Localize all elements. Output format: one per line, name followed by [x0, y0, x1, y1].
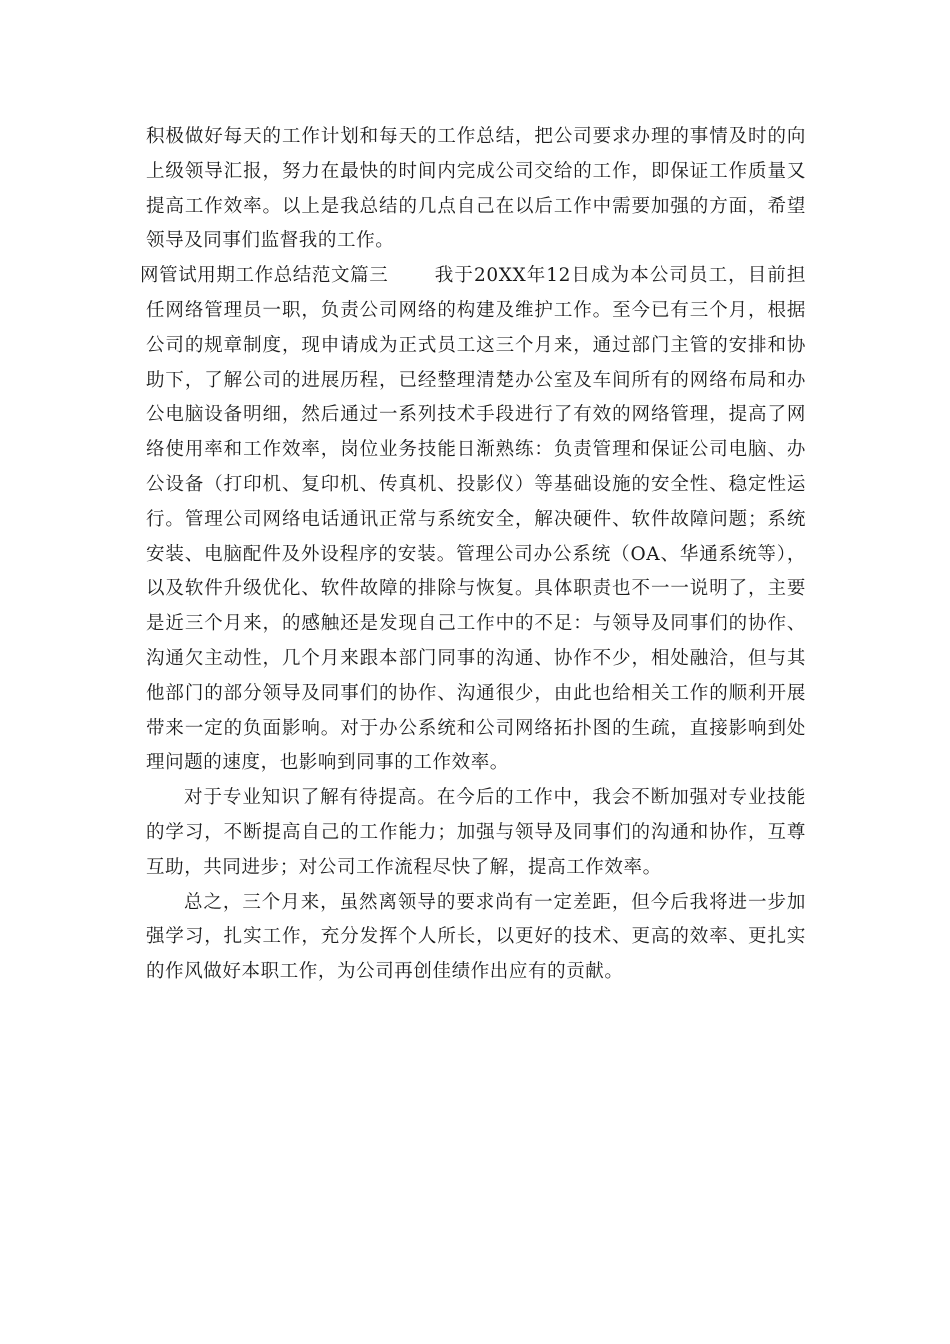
paragraph-conclusion: 总之，三个月来，虽然离领导的要求尚有一定差距，但今后我将进一步加强学习，扎实工作，充分发挥个人所长，以更好的技术、更高的效率、更扎实的作风做好本职工作，为公司再创佳绩作出应有的贡献。: [146, 891, 806, 983]
paragraph-intro: 积极做好每天的工作计划和每天的工作总结，把公司要求办理的事情及时的向上级领导汇报，努力在最快的时间内完成公司交给的工作，即保证工作质量又提高工作效率。以上是我总结的几点自己在以后工作中需要加强的方面，希望领导及同事们监督我的工作。: [146, 126, 806, 252]
document-body: [140, 120, 806, 990]
paragraph-professional-knowledge: 对于专业知识了解有待提高。在今后的工作中，我会不断加强对专业技能的学习，不断提高自己的工作能力；加强与领导及同事们的沟通和协作，互尊互助，共同进步；对公司工作流程尽快了解，提高工作效率。: [146, 787, 806, 878]
section-body: 我于20XX年12日成为本公司员工，目前担任网络管理员一职，负责公司网络的构建及维护工作。至今已有三个月，根据公司的规章制度，现申请成为正式员工这三个月来，通过部门主管的安排和协助下，了解公司的进展历程，已经整理清楚办公室及车间所有的网络布局和办公电脑设备明细，然后通过一系列技术手段进行了有效的网络管理，提高了网络使用率和工作效率，岗位业务技能日渐熟练：负责管理和保证公司电脑、办公设备（打印机、复印机、传真机、投影仪）等基础设施的安全性、稳定性运行。管理公司网络电话通讯正常与系统安全，解决硬件、软件故障问题；系统安装、电脑配件及外设程序的安装。管理公司办公系统（OA、华通系统等），以及软件升级优化、软件故障的排除与恢复。具体职责也不一一说明了，主要是近三个月来，的感触还是发现自己工作中的不足：与领导及同事们的协作、沟通欠主动性，几个月来跟本部门同事的沟通、协作不少，相处融洽，但与其他部门的部分领导及同事们的协作、沟通很少，由此也给相关工作的顺利开展带来一定的负面影响。对于办公系统和公司网络拓扑图的生疏，直接影响到处理问题的速度，也影响到同事的工作效率。: [146, 265, 806, 774]
section-heading: 网管试用期工作总结范文篇三: [140, 265, 389, 287]
section-paragraph: [140, 259, 806, 781]
